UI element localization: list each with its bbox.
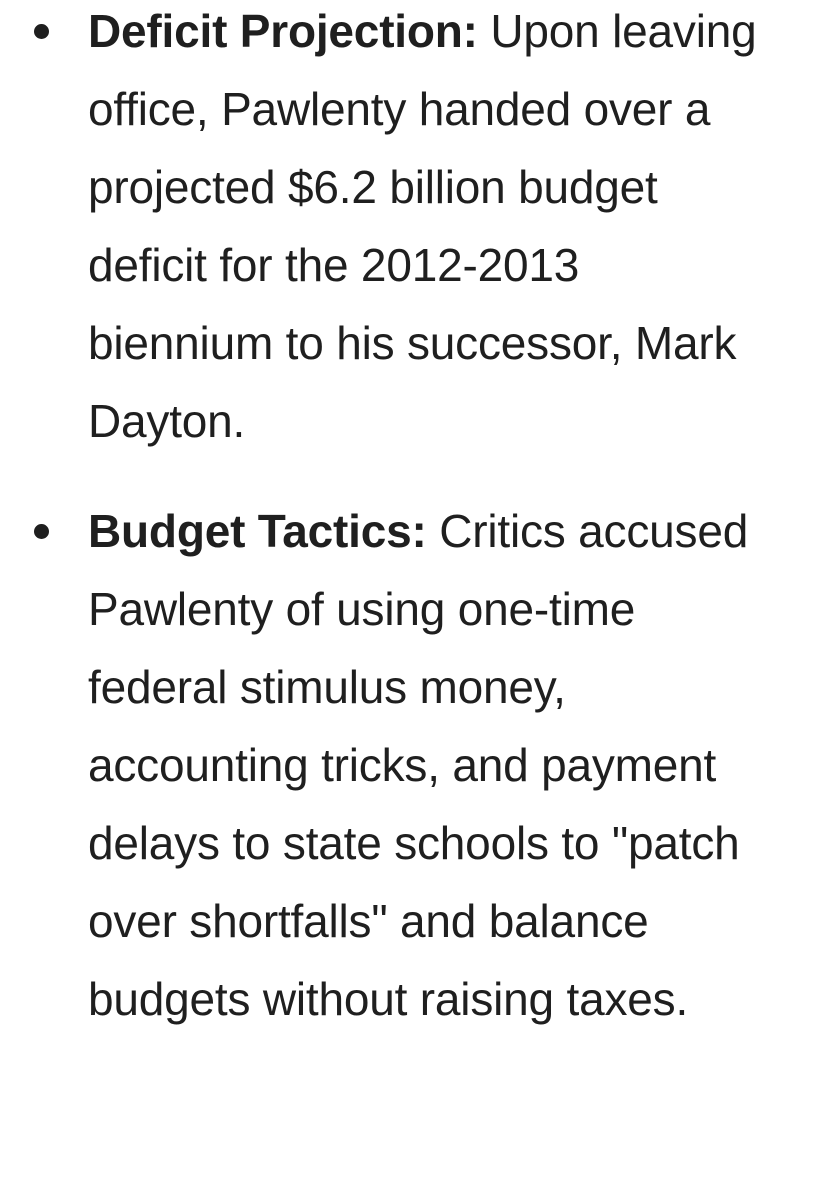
bullet-point-icon bbox=[34, 524, 49, 539]
item-term: Budget Tactics: bbox=[88, 505, 427, 557]
list-item-budget-tactics bbox=[0, 492, 813, 1038]
item-term: Deficit Projection: bbox=[88, 5, 478, 57]
item-description: Upon leaving office, Pawlenty handed over a projected $6.2 billion budget deficit for the 2012-2013 biennium to his successor, Mark Dayton. bbox=[88, 5, 757, 447]
item-description: Critics accused Pawlenty of using one-time federal stimulus money, accounting tricks, and payment delays to state schools to "patch over shortfalls" and balance budgets without raising taxes. bbox=[88, 505, 749, 1025]
list-item-deficit-projection bbox=[0, 0, 813, 460]
bullet-point-icon bbox=[34, 24, 49, 39]
